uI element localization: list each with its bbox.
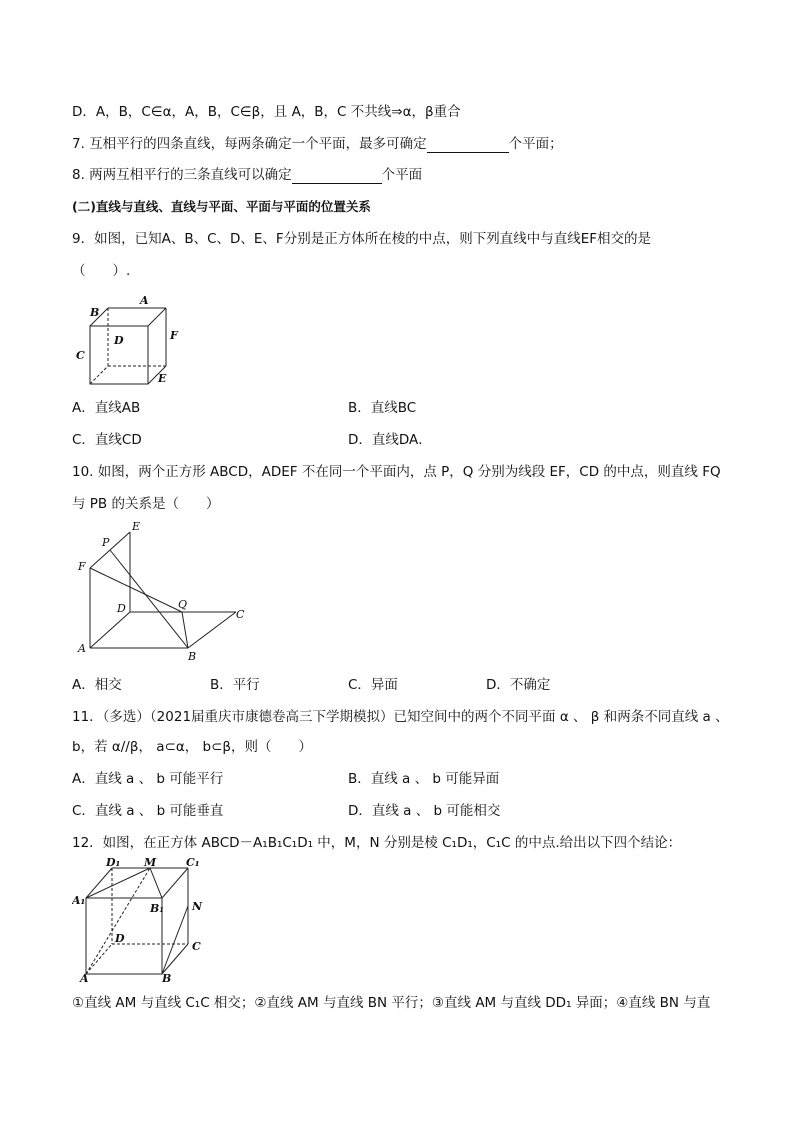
label-a: A xyxy=(140,294,149,307)
q11-option-b[interactable]: B．直线 a 、 b 可能异面 xyxy=(348,771,500,787)
question-12-statements: ①直线 AM 与直线 C₁C 相交；②直线 AM 与直线 BN 平行；③直线 AM 与直线 DD₁ 异面；④直线 BN 与直 xyxy=(72,995,711,1011)
q9-option-c[interactable]: C．直线CD xyxy=(72,432,142,448)
label-q: Q xyxy=(178,598,188,611)
label-c: C xyxy=(192,940,201,953)
label-e: E xyxy=(158,372,167,385)
figure-cube-q12 xyxy=(72,858,212,984)
q11-option-a[interactable]: A．直线 a 、 b 可能平行 xyxy=(72,771,224,787)
label-a: A xyxy=(78,642,86,655)
question-10-text: 10. 如图，两个正方形 ABCD，ADEF 不在同一个平面内，点 P，Q 分别为线段 EF，CD 的中点，则直线 FQ xyxy=(72,464,721,480)
q10-option-c[interactable]: C．异面 xyxy=(348,677,398,693)
label-n: N xyxy=(192,900,203,913)
answer-blank-8[interactable] xyxy=(292,169,382,184)
question-11-text: 11．（多选）（2021届重庆市康德卷高三下学期模拟）已知空间中的两个不同平面 α 、 β 和两条不同直线 a 、 xyxy=(72,709,729,725)
label-c: C xyxy=(236,608,245,621)
label-a: A xyxy=(80,972,89,984)
label-c1: C₁ xyxy=(186,858,200,869)
label-a1: A₁ xyxy=(72,894,86,907)
label-d: D xyxy=(117,602,126,615)
label-b: B xyxy=(90,306,100,319)
question-7-text: 7. 互相平行的四条直线，每两条确定一个平面，最多可确定 xyxy=(72,136,427,152)
label-p: P xyxy=(102,536,110,549)
figure-cube-q9 xyxy=(74,292,184,392)
label-d: D xyxy=(114,334,124,347)
question-11-text-2: b，若 α//β， a⊂α， b⊂β，则（ ） xyxy=(72,739,313,755)
question-8 xyxy=(72,166,422,184)
q10-option-b[interactable]: B．平行 xyxy=(210,677,260,693)
q11-option-d[interactable]: D．直线 a 、 b 可能相交 xyxy=(348,803,501,819)
label-f: F xyxy=(78,560,86,573)
q10-option-a[interactable]: A．相交 xyxy=(72,677,122,693)
question-7-tail: 个平面； xyxy=(508,136,563,152)
question-9-bracket: （ ）. xyxy=(72,263,131,279)
q9-option-a[interactable]: A．直线AB xyxy=(72,400,141,416)
question-12-text: 12．如图，在正方体 ABCD－A₁B₁C₁D₁ 中，M，N 分别是棱 C₁D₁，C₁C 的中点.给出以下四个结论： xyxy=(72,835,682,851)
label-b: B xyxy=(162,972,172,984)
answer-blank-7[interactable] xyxy=(427,138,509,153)
question-8-tail: 个平面 xyxy=(381,167,423,183)
figure-squares-q10 xyxy=(72,520,262,662)
label-b1: B₁ xyxy=(150,902,165,915)
label-m: M xyxy=(144,858,157,869)
section-heading: (二)直线与直线、直线与平面、平面与平面的位置关系 xyxy=(72,199,371,214)
label-d1: D₁ xyxy=(106,858,121,869)
label-c: C xyxy=(76,349,85,362)
question-8-text: 8. 两两互相平行的三条直线可以确定 xyxy=(72,167,292,183)
q9-option-d[interactable]: D．直线DA． xyxy=(348,432,432,448)
q10-option-d[interactable]: D．不确定 xyxy=(486,677,551,693)
label-b: B xyxy=(188,650,197,662)
q11-option-c[interactable]: C．直线 a 、 b 可能垂直 xyxy=(72,803,224,819)
label-f: F xyxy=(170,329,178,342)
label-d: D xyxy=(115,932,125,945)
question-9-text: 9．如图，已知A、B、C、D、E、F分别是正方体所在棱的中点，则下列直线中与直线EF相交的是 xyxy=(72,231,651,247)
option-d-line: D．A，B，C∈α，A，B，C∈β，且 A，B，C 不共线⇒α，β重合 xyxy=(72,104,461,120)
question-10-text-2: 与 PB 的关系是（ ） xyxy=(72,496,220,512)
question-7 xyxy=(72,135,563,153)
q9-option-b[interactable]: B．直线BC xyxy=(348,400,417,416)
label-e: E xyxy=(132,520,141,533)
